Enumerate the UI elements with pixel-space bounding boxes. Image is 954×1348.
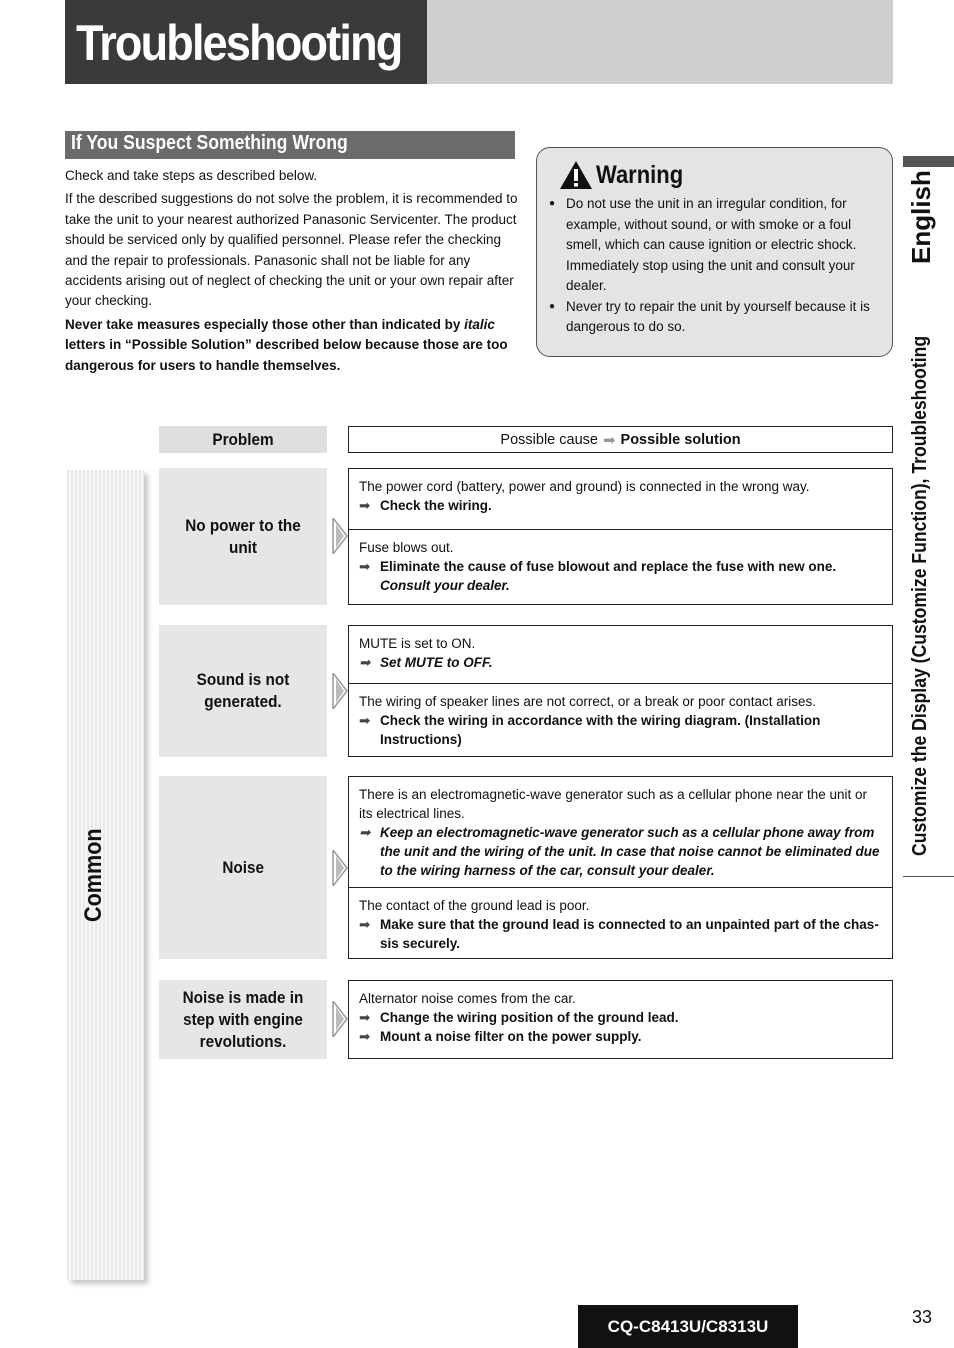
solution-cell: [348, 776, 893, 959]
arrow-right-icon: ➡: [359, 1029, 371, 1044]
cause-text: The power cord (battery, power and ground) is connected in the wrong way.: [359, 479, 810, 494]
solution-text: Check the wiring in accordance with the wiring diagram. (Installation Instructions): [380, 713, 821, 747]
cause-text: The contact of the ground lead is poor.: [359, 898, 590, 913]
problem-cell: [159, 468, 327, 605]
section-heading: [65, 131, 515, 159]
solution-header-text: Possible solution: [620, 431, 741, 448]
cause-block: [349, 469, 892, 529]
page-number: 33: [912, 1307, 933, 1327]
pointer-arrow-icon: [332, 1001, 348, 1037]
problem-cell: [159, 625, 327, 757]
problem-cell: [159, 776, 327, 959]
section-heading-text: If You Suspect Something Wrong: [71, 132, 348, 154]
intro-paragraph-1: Check and take steps as described below.: [65, 168, 318, 183]
solution-step: [359, 653, 882, 672]
solution-cell: [348, 625, 893, 757]
cause-block: [349, 626, 892, 683]
cause-text: Fuse blows out.: [359, 540, 454, 555]
side-language-label: [904, 168, 940, 268]
intro-text: [65, 166, 520, 379]
cause-text: The wiring of speaker lines are not correct, or a break or poor contact arises.: [359, 694, 816, 709]
solution-step: [359, 1008, 882, 1027]
solution-text: Set MUTE to OFF.: [380, 655, 493, 670]
cause-block: [349, 529, 892, 603]
solution-text: Eliminate the cause of fuse blowout and replace the fuse with new one.: [380, 559, 837, 574]
warning-item: ● Do not use the unit in an irregular condition, for example, without sound, or with smoke or a foul smell, which can cause ignition or electric shock. Immediately stop using the unit and consult your dealer.: [549, 194, 884, 297]
cause-text: There is an electromagnetic-wave generator such as a cellular phone near the unit or its electrical lines.: [359, 787, 868, 821]
problem-header: [159, 426, 327, 453]
problem-text: Sound is not generated.: [196, 670, 290, 711]
intro-paragraph-2: If the described suggestions do not solve the problem, it is recommended to take the unit to your nearest authorized Panasonic Servicenter. The product should be serviced only by qualified personnel. Please refer the checking and the repair to professionals. Panasonic shall not be liable for any accidents arising out of neglect of checking the unit or your own repair after your checking.: [65, 191, 518, 309]
intro-caution-pre: Never take measures especially those other than indicated by: [65, 316, 465, 332]
model-badge: CQ-C8413U/C8313U: [578, 1305, 798, 1348]
pointer-arrow-icon: [332, 518, 348, 554]
solution-text: Keep an electromagnetic-wave generator such as a cellular phone away from the unit and the wiring of the unit. In case that noise cannot be eliminated due to the wiring harness of the car, consult your dealer.: [380, 825, 880, 878]
solution-step: [359, 711, 882, 749]
arrow-right-icon: ➡: [359, 559, 371, 574]
side-tab-bar: [903, 156, 954, 167]
intro-caution: [65, 315, 520, 376]
arrow-right-icon: ➡: [359, 917, 371, 932]
warning-triangle-icon: [559, 160, 593, 190]
solution-cell: [348, 468, 893, 605]
arrow-right-icon: ➡: [359, 1010, 371, 1025]
arrow-right-icon: ➡: [359, 655, 371, 670]
cause-text: MUTE is set to ON.: [359, 636, 476, 651]
pointer-arrow-icon: [332, 850, 348, 886]
problem-header-text: Problem: [212, 429, 274, 449]
solution-step: [359, 1027, 882, 1046]
cause-solution-header: [348, 426, 893, 453]
warning-item: ● Never try to repair the unit by yourself because it is dangerous to do so.: [549, 297, 884, 338]
solution-cell: [348, 980, 893, 1059]
solution-step: [359, 496, 882, 515]
side-chapter-label: [904, 300, 940, 860]
arrow-right-icon: ➡: [359, 498, 371, 513]
solution-text: Make sure that the ground lead is connected to an unpainted part of the chas-sis securely.: [380, 917, 879, 951]
pointer-arrow-icon: [332, 673, 348, 709]
arrow-right-icon: ➡: [602, 431, 616, 449]
solution-step: [359, 915, 882, 953]
side-chapter-text: Customize the Display (Customize Function), Troubleshooting: [909, 335, 931, 856]
problem-text: Noise is made in step with engine revolutions.: [182, 987, 304, 1051]
solution-text: Check the wiring.: [380, 498, 492, 513]
cause-block: [349, 777, 892, 887]
page-title: Troubleshooting: [76, 15, 402, 71]
problem-text: No power to the unit: [185, 515, 301, 557]
solution-continuation: Consult your dealer.: [380, 578, 510, 593]
intro-caution-post: letters in “Possible Solution” described below because those are too dangerous for users to handle themselves.: [65, 337, 508, 373]
warning-list: [549, 194, 884, 338]
solution-text: Change the wiring position of the ground lead.: [380, 1010, 679, 1025]
cause-block: [349, 887, 892, 961]
category-text: Common: [80, 828, 107, 922]
side-language-text: English: [906, 170, 936, 264]
problem-cell: [159, 980, 327, 1059]
intro-caution-italic: italic: [464, 316, 495, 332]
side-tab-divider: [903, 876, 954, 877]
cause-text: Alternator noise comes from the car.: [359, 991, 576, 1006]
cause-block: [349, 683, 892, 757]
solution-text: Mount a noise filter on the power supply.: [380, 1029, 642, 1044]
warning-box: [536, 147, 893, 357]
cause-block: [349, 981, 892, 1054]
solution-step: [359, 557, 882, 576]
solution-step: [359, 823, 882, 880]
warning-title: Warning: [596, 160, 684, 189]
warning-heading: [559, 158, 695, 192]
problem-text: Noise: [222, 857, 264, 877]
cause-header-text: Possible cause: [500, 431, 598, 448]
arrow-right-icon: ➡: [359, 825, 371, 840]
category-label: [78, 826, 108, 926]
arrow-right-icon: ➡: [359, 713, 371, 728]
